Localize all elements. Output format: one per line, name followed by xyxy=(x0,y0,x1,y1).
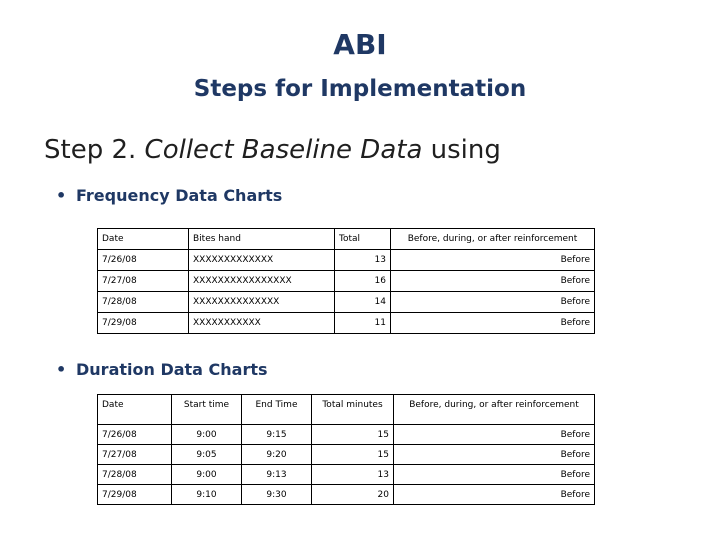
bullet-label: Frequency Data Charts xyxy=(76,186,283,205)
minutes-cell: 15 xyxy=(312,425,394,445)
table-row xyxy=(98,485,595,505)
header-cell: Date xyxy=(98,395,172,425)
table-row xyxy=(98,292,595,313)
step-heading xyxy=(44,135,501,165)
step-prefix: Step 2. xyxy=(44,135,145,165)
timing-cell: Before xyxy=(391,313,595,334)
date-cell: 7/29/08 xyxy=(98,485,172,505)
slide-title: ABI xyxy=(333,28,387,61)
bullet-frequency xyxy=(56,186,282,205)
date-cell: 7/27/08 xyxy=(98,271,189,292)
total-cell: 16 xyxy=(335,271,391,292)
start-cell: 9:00 xyxy=(172,425,242,445)
timing-cell: Before xyxy=(394,465,595,485)
minutes-cell: 13 xyxy=(312,465,394,485)
header-cell: Before, during, or after reinforcement xyxy=(391,229,595,250)
header-cell: Total xyxy=(335,229,391,250)
bullet-label: Duration Data Charts xyxy=(76,360,268,379)
table-row xyxy=(98,271,595,292)
end-cell: 9:20 xyxy=(242,445,312,465)
timing-cell: Before xyxy=(394,445,595,465)
minutes-cell: 15 xyxy=(312,445,394,465)
header-cell: End Time xyxy=(242,395,312,425)
header-cell: Start time xyxy=(172,395,242,425)
header-cell: Date xyxy=(98,229,189,250)
timing-cell: Before xyxy=(391,292,595,313)
table-row xyxy=(98,465,595,485)
date-cell: 7/26/08 xyxy=(98,250,189,271)
timing-cell: Before xyxy=(394,485,595,505)
header-cell: Before, during, or after reinforcement xyxy=(394,395,595,425)
end-cell: 9:13 xyxy=(242,465,312,485)
bullet-duration xyxy=(56,360,268,379)
table-row xyxy=(98,313,595,334)
step-suffix: using xyxy=(422,135,501,165)
tally-cell: XXXXXXXXXXXXX xyxy=(189,250,335,271)
header-cell: Total minutes xyxy=(312,395,394,425)
bullet-marker: • xyxy=(56,186,67,205)
total-cell: 13 xyxy=(335,250,391,271)
date-cell: 7/26/08 xyxy=(98,425,172,445)
timing-cell: Before xyxy=(391,250,595,271)
step-italic: Collect Baseline Data xyxy=(144,135,423,165)
header-cell: Bites hand xyxy=(189,229,335,250)
date-cell: 7/27/08 xyxy=(98,445,172,465)
bullet-marker: • xyxy=(56,360,67,379)
slide-subtitle: Steps for Implementation xyxy=(193,76,527,102)
timing-cell: Before xyxy=(391,271,595,292)
tally-cell: XXXXXXXXXXXXXXXX xyxy=(189,271,335,292)
table-row xyxy=(98,250,595,271)
table-row xyxy=(98,445,595,465)
duration-table xyxy=(97,394,595,505)
tally-cell: XXXXXXXXXXXXXX xyxy=(189,292,335,313)
start-cell: 9:10 xyxy=(172,485,242,505)
table-header-row xyxy=(98,229,595,250)
date-cell: 7/29/08 xyxy=(98,313,189,334)
frequency-table xyxy=(97,228,595,334)
timing-cell: Before xyxy=(394,425,595,445)
date-cell: 7/28/08 xyxy=(98,292,189,313)
total-cell: 11 xyxy=(335,313,391,334)
start-cell: 9:05 xyxy=(172,445,242,465)
date-cell: 7/28/08 xyxy=(98,465,172,485)
tally-cell: XXXXXXXXXXX xyxy=(189,313,335,334)
table-header-row xyxy=(98,395,595,425)
end-cell: 9:15 xyxy=(242,425,312,445)
end-cell: 9:30 xyxy=(242,485,312,505)
total-cell: 14 xyxy=(335,292,391,313)
minutes-cell: 20 xyxy=(312,485,394,505)
start-cell: 9:00 xyxy=(172,465,242,485)
table-row xyxy=(98,425,595,445)
